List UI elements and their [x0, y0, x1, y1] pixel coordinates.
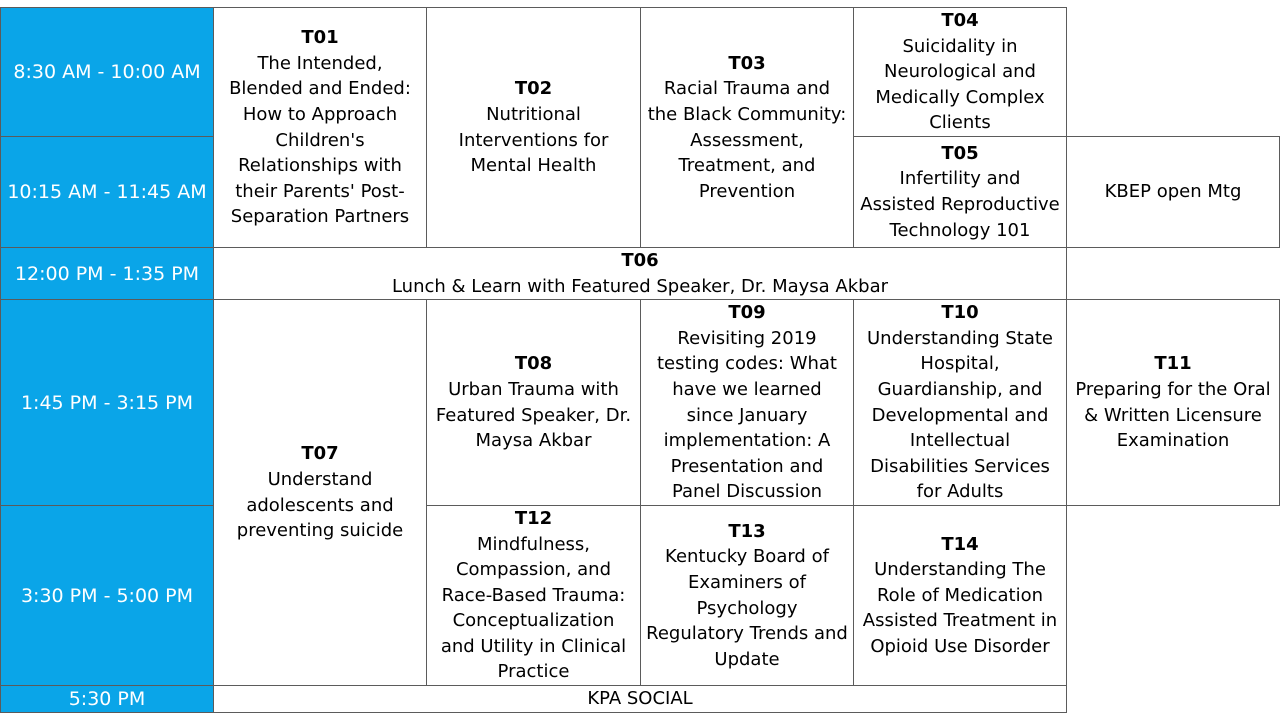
session-title: Infertility and Assisted Reproductive Technology 101	[860, 168, 1060, 241]
session-title: KPA SOCIAL	[587, 688, 693, 710]
session-title: KBEP open Mtg	[1104, 181, 1242, 203]
session-t13	[640, 505, 854, 686]
time-label: 12:00 PM - 1:35 PM	[14, 262, 200, 285]
session-code: T06	[621, 249, 659, 271]
session-code: T08	[514, 353, 553, 375]
session-title: Nutritional Interventions for Mental Health	[458, 103, 609, 177]
session-code: T07	[301, 443, 339, 465]
session-code: T13	[728, 520, 766, 542]
session-title: Understanding State Hospital, Guardianship, and Developmental and Intellectual Disabilities Services for Adults	[867, 327, 1053, 503]
session-title: Preparing for the Oral & Written Licensure Examination	[1075, 378, 1271, 452]
session-code: T01	[301, 27, 339, 49]
session-title: Suicidality in Neurological and Medically Complex Clients	[875, 35, 1045, 134]
time-label: 5:30 PM	[68, 688, 146, 710]
session-code: T03	[728, 52, 766, 74]
session-code: T12	[514, 507, 553, 529]
session-kbep	[1066, 136, 1280, 248]
session-t04	[853, 7, 1067, 137]
time-label: 10:15 AM - 11:45 AM	[7, 181, 207, 203]
session-t09	[640, 299, 854, 506]
session-code: T14	[941, 533, 979, 555]
session-t05	[853, 136, 1067, 248]
session-t08	[426, 299, 641, 506]
time-label: 8:30 AM - 10:00 AM	[13, 61, 201, 83]
time-slot-2	[0, 136, 214, 248]
session-t10	[853, 299, 1067, 506]
session-t07	[213, 299, 427, 686]
session-title: The Intended, Blended and Ended: How to Approach Children's Relationships with their Parents' Post- Separation Partners	[229, 52, 411, 228]
session-title: Urban Trauma with Featured Speaker, Dr. Maysa Akbar	[435, 378, 632, 452]
time-label: 3:30 PM - 5:00 PM	[20, 584, 194, 607]
session-title: Racial Trauma and the Black Community: Assessment, Treatment, and Prevention	[647, 78, 847, 202]
session-t06	[213, 247, 1067, 300]
session-title: Kentucky Board of Examiners of Psychology Regulatory Trends and Update	[646, 546, 848, 670]
session-code: T11	[1154, 353, 1192, 375]
session-code: T10	[941, 302, 979, 324]
time-slot-4	[0, 299, 214, 506]
session-title: Lunch & Learn with Featured Speaker, Dr. Maysa Akbar	[391, 275, 889, 297]
time-slot-6	[0, 685, 214, 713]
session-t03	[640, 7, 854, 248]
session-code: T04	[941, 10, 979, 32]
session-code: T09	[728, 302, 766, 324]
session-t14	[853, 505, 1067, 686]
session-code: T02	[514, 78, 553, 100]
session-t02	[426, 7, 641, 248]
time-label: 1:45 PM - 3:15 PM	[20, 391, 194, 414]
time-slot-5	[0, 505, 214, 686]
session-title: Mindfulness, Compassion, and Race-Based Trauma: Conceptualization and Utility in Clinical Practice	[440, 533, 627, 683]
session-title: Understand adolescents and preventing suicide	[236, 468, 404, 542]
session-social	[213, 685, 1067, 713]
session-title: Revisiting 2019 testing codes: What have we learned since January implementation: A Presentation and Panel Discussion	[657, 327, 837, 503]
session-t11	[1066, 299, 1280, 506]
session-code: T05	[941, 142, 979, 164]
session-t01	[213, 7, 427, 248]
session-title: Understanding The Role of Medication Assisted Treatment in Opioid Use Disorder	[862, 559, 1058, 657]
time-slot-3	[0, 247, 214, 300]
session-t12	[426, 505, 641, 686]
time-slot-1	[0, 7, 214, 137]
